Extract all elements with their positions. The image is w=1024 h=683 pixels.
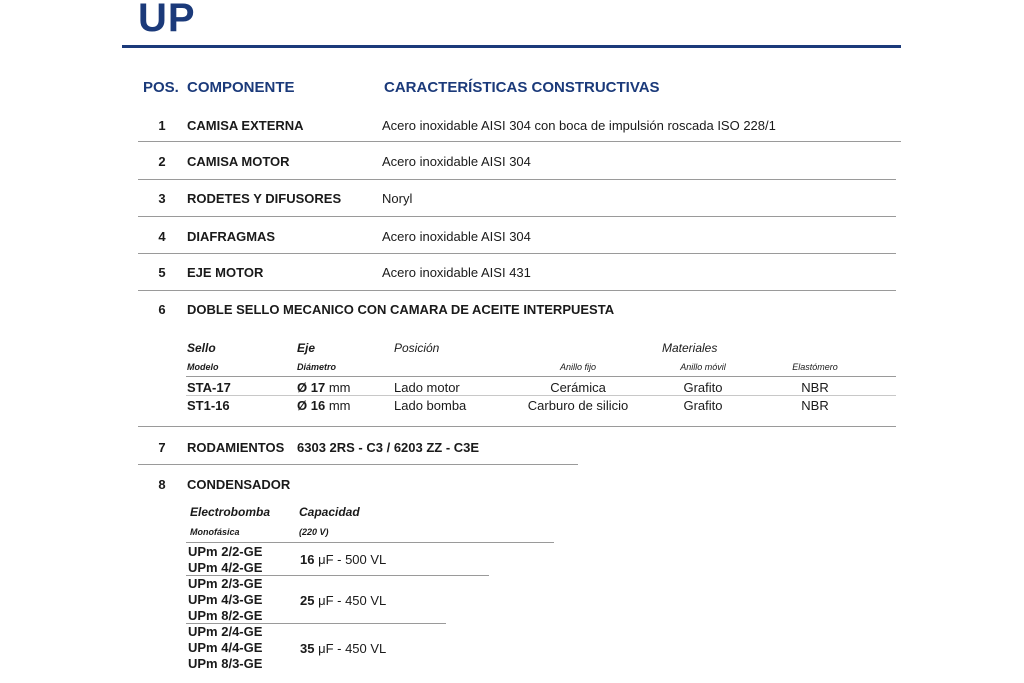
diameter-unit: mm	[328, 398, 351, 413]
cap-value	[300, 552, 386, 567]
seal-header-sello: Sello	[187, 341, 216, 355]
row-divider	[138, 141, 901, 142]
seal-moving-ring: Grafito	[683, 380, 723, 395]
cap-header-voltage: (220 V)	[299, 527, 329, 537]
header-component: COMPONENTE	[187, 79, 295, 96]
title-rule	[122, 45, 901, 48]
diameter-value: 16	[310, 398, 326, 413]
header-characteristics: CARACTERÍSTICAS CONSTRUCTIVAS	[384, 79, 660, 96]
row-pos: 4	[158, 229, 166, 244]
seal-header-eje: Eje	[297, 341, 316, 355]
cap-model: UPm 4/2-GE	[188, 560, 263, 575]
row-description: Acero inoxidable AISI 304	[382, 229, 531, 244]
row-pos: 3	[158, 191, 166, 206]
cap-model: UPm 4/3-GE	[188, 592, 263, 607]
cap-header-capacity: Capacidad	[299, 505, 360, 519]
row-component: CAMISA EXTERNA	[187, 118, 304, 133]
cap-value-unit: μF - 450 VL	[318, 641, 387, 656]
seal-header-posicion: Posición	[394, 341, 440, 355]
row-divider	[138, 426, 896, 427]
seal-header-elastomero: Elastómero	[792, 362, 838, 372]
row-component: CONDENSADOR	[187, 477, 291, 492]
seal-elastomer: NBR	[801, 380, 829, 395]
seal-model: STA-17	[187, 380, 231, 395]
cap-header-divider	[186, 542, 554, 543]
cap-model: UPm 2/4-GE	[188, 624, 263, 639]
diameter-symbol: Ø	[297, 398, 308, 413]
seal-header-modelo: Modelo	[187, 362, 219, 372]
row-pos: 6	[158, 302, 166, 317]
row-pos: 7	[158, 440, 166, 455]
seal-fixed-ring: Carburo de silicio	[527, 398, 629, 413]
row-pos: 8	[158, 477, 166, 492]
cap-value	[300, 593, 386, 608]
cap-model: UPm 4/4-GE	[188, 640, 263, 655]
seal-moving-ring: Grafito	[683, 398, 723, 413]
seal-row-divider	[186, 395, 896, 396]
seal-position: Lado motor	[394, 380, 460, 395]
seal-diameter	[297, 398, 351, 413]
seal-header-anillo-fijo: Anillo fijo	[559, 362, 597, 372]
cap-header-pump: Electrobomba	[190, 505, 271, 519]
cap-model: UPm 8/2-GE	[188, 608, 263, 623]
cap-model: UPm 8/3-GE	[188, 656, 263, 671]
row-component: RODAMIENTOS	[187, 440, 285, 455]
row-component: EJE MOTOR	[187, 265, 264, 280]
row-description: Acero inoxidable AISI 431	[382, 265, 531, 280]
row-description: Acero inoxidable AISI 304	[382, 154, 531, 169]
row-divider	[138, 253, 896, 254]
cap-header-monofasica: Monofásica	[190, 527, 240, 537]
row-component: DIAFRAGMAS	[187, 229, 276, 244]
row-pos: 1	[158, 118, 166, 133]
cap-value	[300, 641, 386, 656]
diameter-value: 17	[310, 380, 326, 395]
row-divider	[138, 464, 578, 465]
page-title: UP	[138, 0, 196, 40]
cap-model: UPm 2/3-GE	[188, 576, 263, 591]
seal-diameter	[297, 380, 351, 395]
cap-model: UPm 2/2-GE	[188, 544, 263, 559]
seal-header-materiales: Materiales	[662, 341, 718, 355]
row-pos: 2	[158, 154, 166, 169]
row-component: DOBLE SELLO MECANICO CON CAMARA DE ACEITE INTERPUESTA	[187, 302, 615, 317]
row-component: CAMISA MOTOR	[187, 154, 290, 169]
seal-header-diametro: Diámetro	[297, 362, 337, 372]
header-pos: POS.	[143, 79, 179, 96]
seal-elastomer: NBR	[801, 398, 829, 413]
seal-header-divider	[186, 376, 896, 377]
seal-header-anillo-movil: Anillo móvil	[680, 362, 726, 372]
row-divider	[138, 290, 896, 291]
seal-model: ST1-16	[187, 398, 230, 413]
row-description: Acero inoxidable AISI 304 con boca de impulsión roscada ISO 228/1	[382, 118, 776, 133]
cap-value-unit: μF - 450 VL	[318, 593, 387, 608]
row-divider	[138, 179, 896, 180]
diameter-unit: mm	[328, 380, 351, 395]
row-description: 6303 2RS - C3 / 6203 ZZ - C3E	[297, 440, 480, 455]
row-divider	[138, 216, 896, 217]
row-component: RODETES Y DIFUSORES	[187, 191, 342, 206]
seal-position: Lado bomba	[394, 398, 467, 413]
seal-fixed-ring: Cerámica	[550, 380, 606, 395]
row-pos: 5	[158, 265, 166, 280]
cap-value-unit: μF - 500 VL	[318, 552, 387, 567]
row-description: Noryl	[382, 191, 413, 206]
cap-value-number: 35	[300, 641, 315, 656]
cap-value-number: 25	[300, 593, 315, 608]
cap-value-number: 16	[300, 552, 315, 567]
diameter-symbol: Ø	[297, 380, 308, 395]
